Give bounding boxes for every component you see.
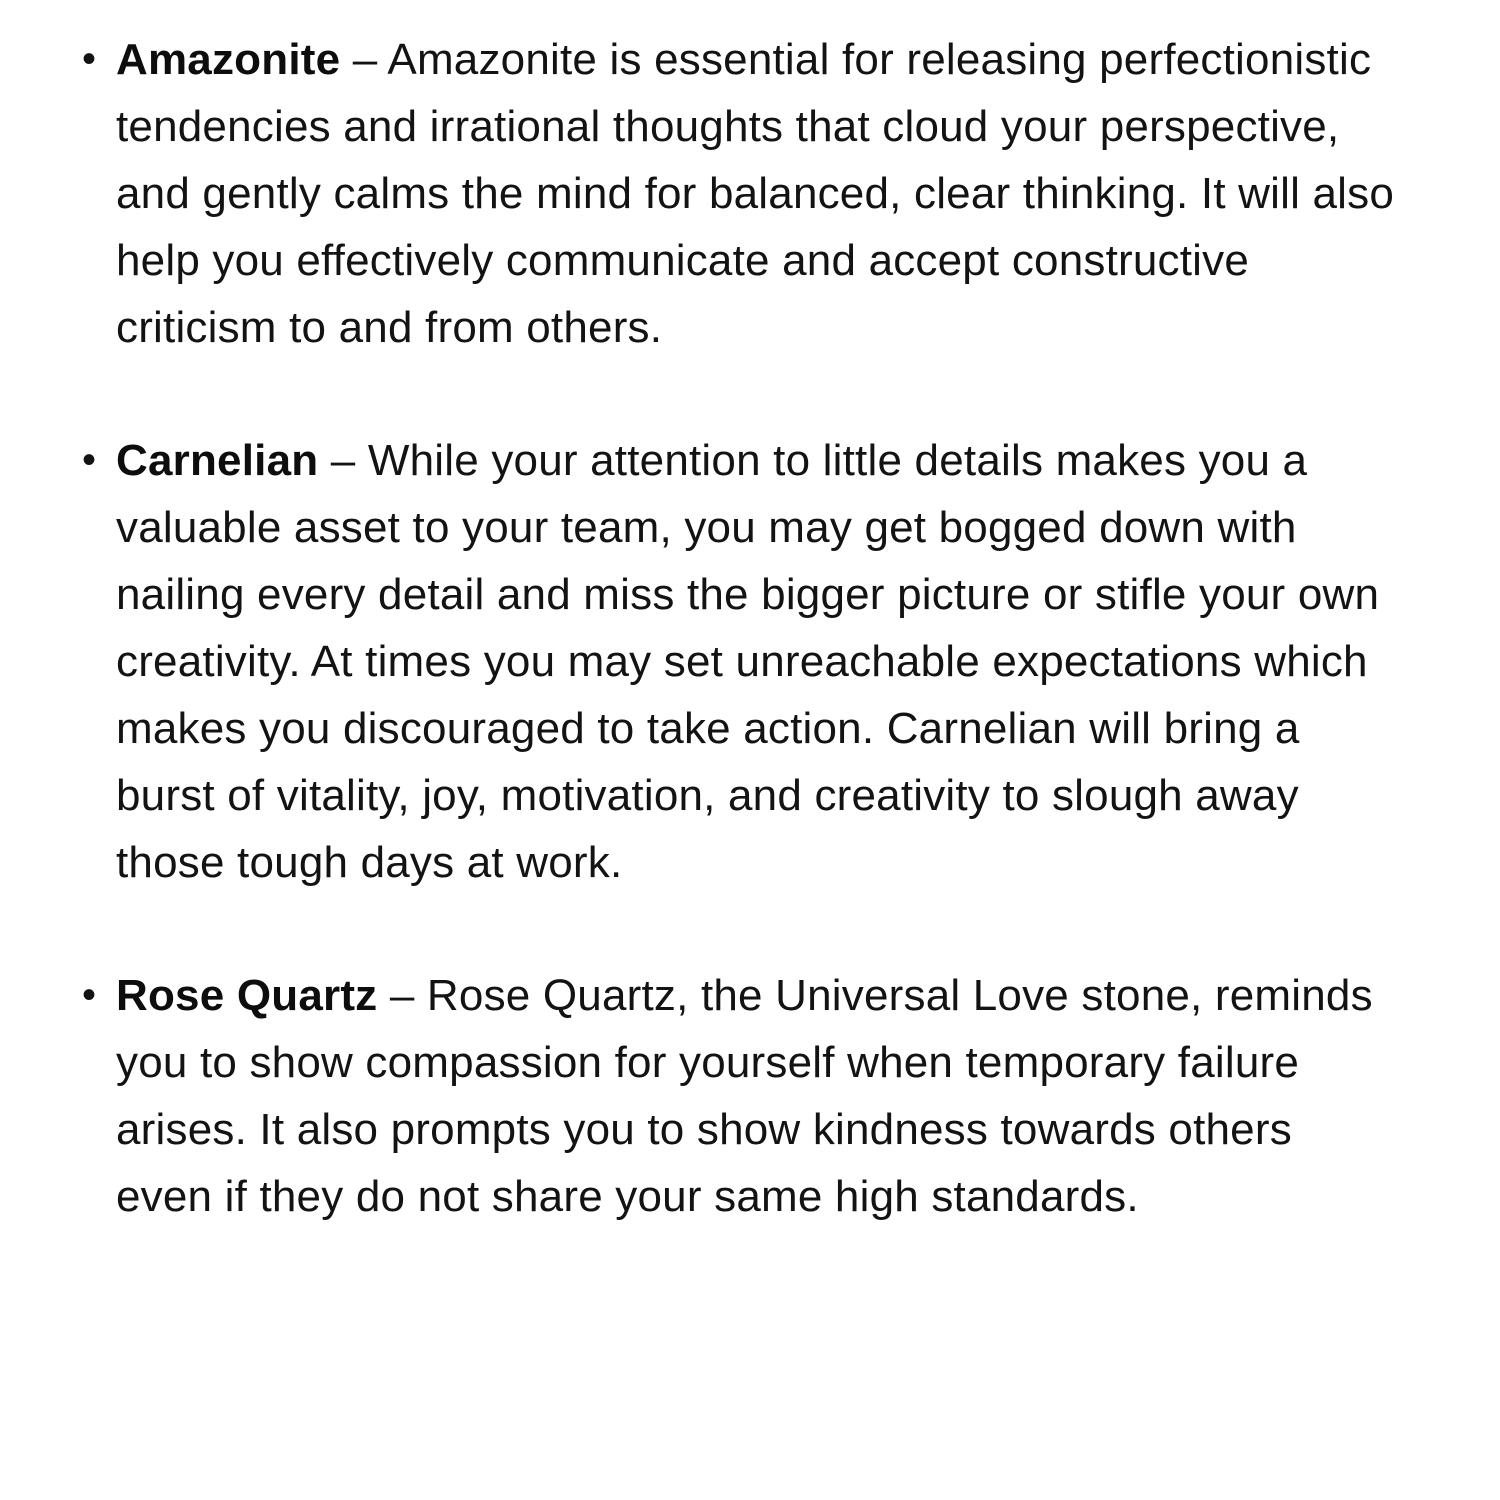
list-item-rose-quartz bbox=[82, 962, 1400, 1230]
dash-separator: – bbox=[352, 35, 378, 84]
list-item-carnelian bbox=[82, 427, 1400, 896]
dash-separator: – bbox=[330, 436, 356, 485]
crystal-description: Rose Quartz, the Universal Love stone, reminds you to show compassion for yourself when temporary failure arises. It also prompts you to show kindness towards others even if they do not share your same high standards. bbox=[116, 971, 1373, 1221]
list-item-text bbox=[116, 962, 1400, 1230]
list-item-text bbox=[116, 26, 1400, 361]
crystal-term: Carnelian bbox=[116, 436, 319, 485]
bullet-icon: • bbox=[82, 973, 97, 1017]
dash-separator: – bbox=[389, 971, 415, 1020]
list-item-text bbox=[116, 427, 1400, 896]
crystal-term: Rose Quartz bbox=[116, 971, 378, 1020]
list-item-amazonite bbox=[82, 26, 1400, 361]
bullet-icon: • bbox=[82, 37, 97, 81]
crystal-description: While your attention to little details makes you a valuable asset to your team, you may get bogged down with nailing every detail and miss the bigger picture or stifle your own creativity. At times you may set unreachable expectations which makes you discouraged to take action. Carnelian will bring a burst of vitality, joy, motivation, and creativity to slough away those tough days at work. bbox=[116, 436, 1380, 887]
crystal-list bbox=[82, 26, 1400, 1230]
crystal-description: Amazonite is essential for releasing perfectionistic tendencies and irrational thoughts that cloud your perspective, and gently calms the mind for balanced, clear thinking. It will also help you effectively communicate and accept constructive criticism to and from others. bbox=[116, 35, 1395, 352]
bullet-icon: • bbox=[82, 438, 97, 482]
crystal-term: Amazonite bbox=[116, 35, 341, 84]
